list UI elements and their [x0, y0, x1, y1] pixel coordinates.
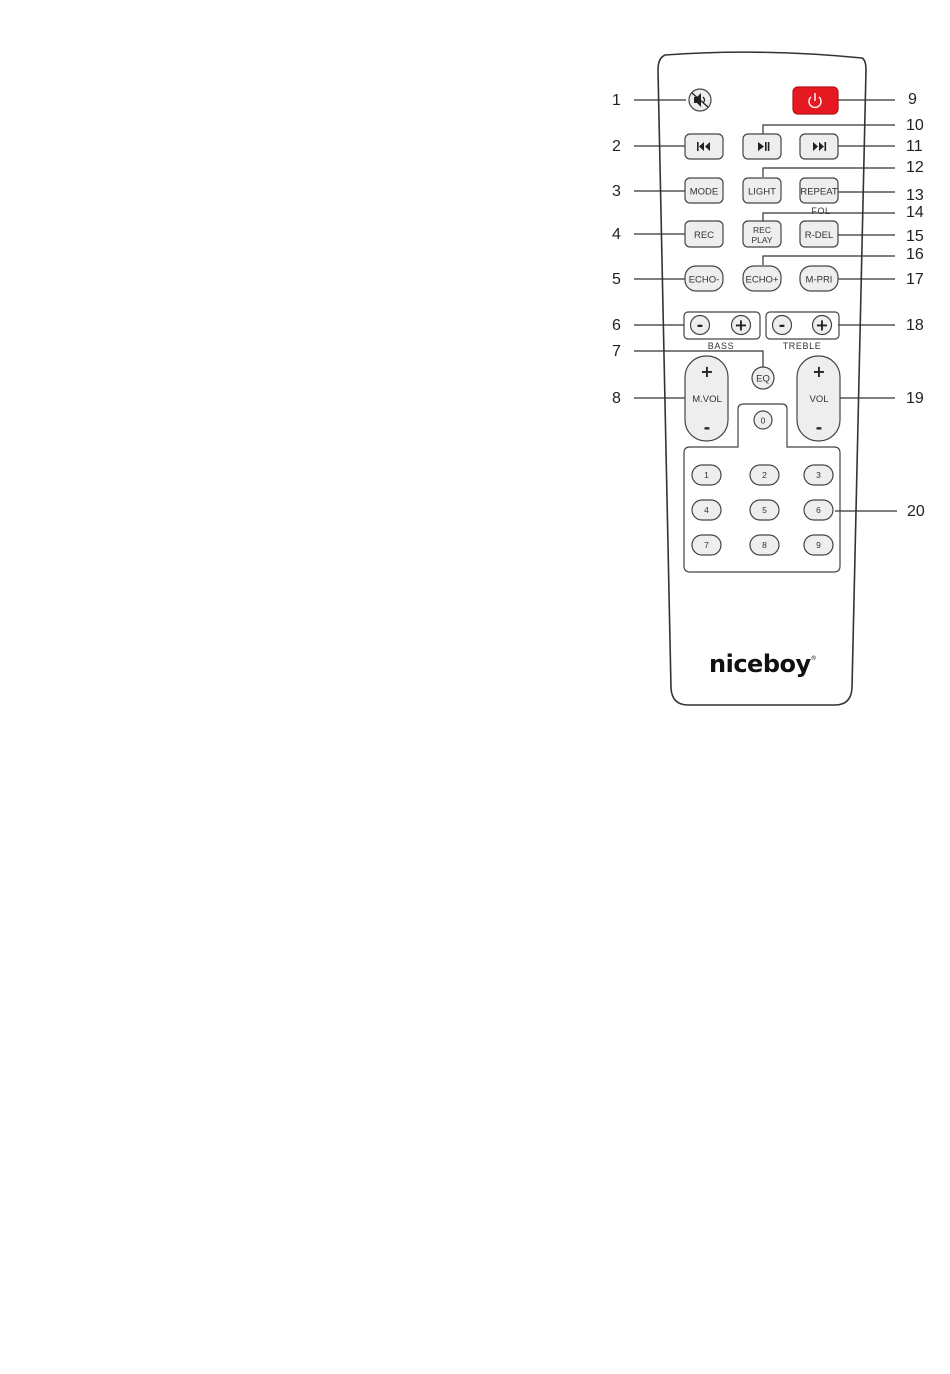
registered-mark: ®	[810, 655, 817, 662]
light-label: LIGHT	[748, 186, 776, 198]
digit-8-label: 8	[762, 540, 767, 550]
callout-15: 15	[906, 228, 924, 245]
callout-2: 2	[612, 138, 621, 155]
repeat-button[interactable]	[800, 178, 838, 203]
m-vol-plus-label: +	[700, 362, 714, 381]
callout-14: 14	[906, 204, 924, 221]
echo-plus-label: ECHO+	[745, 274, 779, 286]
r-del-label: R-DEL	[804, 230, 834, 241]
callout-17: 17	[906, 271, 924, 288]
brand-logo: niceboy®	[709, 650, 817, 678]
callout-7: 7	[612, 343, 621, 360]
callout-13: 13	[906, 187, 924, 204]
callout-5: 5	[612, 271, 621, 288]
callout-18: 18	[906, 317, 924, 334]
digit-7-label: 7	[704, 540, 709, 550]
callout-11: 11	[906, 138, 923, 155]
digit-8-button[interactable]	[750, 535, 779, 555]
digit-9-label: 9	[816, 540, 821, 550]
treble-plus-button[interactable]	[813, 316, 832, 335]
bass-label: BASS	[707, 341, 735, 351]
digit-0-button[interactable]	[754, 411, 772, 429]
light-button[interactable]	[743, 178, 781, 203]
bass-minus-label: -	[696, 315, 704, 335]
digit-4-label: 4	[704, 505, 709, 515]
bass-plus-button[interactable]	[732, 316, 751, 335]
fol-label: FOL	[811, 206, 831, 216]
m-pri-label: M-PRI	[805, 274, 833, 286]
digit-4-button[interactable]	[692, 500, 721, 520]
callout-1: 1	[612, 92, 621, 109]
callout-9: 9	[908, 91, 917, 108]
callout-19: 19	[906, 390, 924, 407]
play-pause-button[interactable]	[743, 134, 781, 159]
digit-2-label: 2	[762, 470, 767, 480]
vol-rocker[interactable]	[797, 356, 840, 441]
digit-7-button[interactable]	[692, 535, 721, 555]
digit-0-label: 0	[760, 415, 766, 426]
m-vol-rocker[interactable]	[685, 356, 728, 441]
eq-label: EQ	[756, 373, 770, 385]
callout-6: 6	[612, 317, 621, 334]
callout-20: 20	[907, 503, 925, 520]
rec-play-label-line2: PLAY	[751, 235, 773, 245]
previous-track-button[interactable]	[685, 134, 723, 159]
mode-label: MODE	[689, 186, 719, 198]
digit-5-label: 5	[762, 505, 767, 515]
callout-4: 4	[612, 226, 621, 243]
mute-button[interactable]	[689, 89, 711, 111]
m-pri-button[interactable]	[800, 266, 838, 291]
m-vol-label: M.VOL	[692, 394, 722, 405]
treble-minus-button[interactable]	[773, 316, 792, 335]
vol-minus-label: -	[815, 418, 823, 437]
treble-minus-label: -	[778, 315, 786, 335]
digit-3-button[interactable]	[804, 465, 833, 485]
digit-1-label: 1	[704, 470, 709, 480]
treble-plus-label: +	[815, 315, 829, 335]
next-track-button[interactable]	[800, 134, 838, 159]
vol-label: VOL	[809, 394, 829, 405]
power-button[interactable]	[793, 87, 838, 114]
digit-3-label: 3	[816, 470, 821, 480]
mode-button[interactable]	[685, 178, 723, 203]
r-del-button[interactable]	[800, 221, 838, 247]
eq-button[interactable]	[752, 367, 774, 389]
digit-2-button[interactable]	[750, 465, 779, 485]
echo-plus-button[interactable]	[743, 266, 781, 291]
rec-play-button[interactable]	[743, 221, 781, 247]
digit-9-button[interactable]	[804, 535, 833, 555]
echo-minus-label: ECHO-	[688, 274, 720, 286]
bass-minus-button[interactable]	[691, 316, 710, 335]
callout-10: 10	[906, 117, 924, 134]
m-vol-minus-label: -	[703, 418, 711, 437]
echo-minus-button[interactable]	[685, 266, 723, 291]
callout-12: 12	[906, 159, 924, 176]
digit-6-button[interactable]	[804, 500, 833, 520]
repeat-label: REPEAT	[800, 186, 838, 198]
digit-6-label: 6	[816, 505, 821, 515]
rec-label: REC	[693, 230, 715, 241]
callout-8: 8	[612, 390, 621, 407]
rec-play-label-line1: REC	[753, 225, 771, 235]
bass-plus-label: +	[734, 315, 748, 335]
vol-plus-label: +	[812, 362, 826, 381]
digit-5-button[interactable]	[750, 500, 779, 520]
callout-3: 3	[612, 183, 621, 200]
callout-16: 16	[906, 246, 924, 263]
digit-1-button[interactable]	[692, 465, 721, 485]
rec-button[interactable]	[685, 221, 723, 247]
treble-label: TREBLE	[782, 341, 822, 351]
